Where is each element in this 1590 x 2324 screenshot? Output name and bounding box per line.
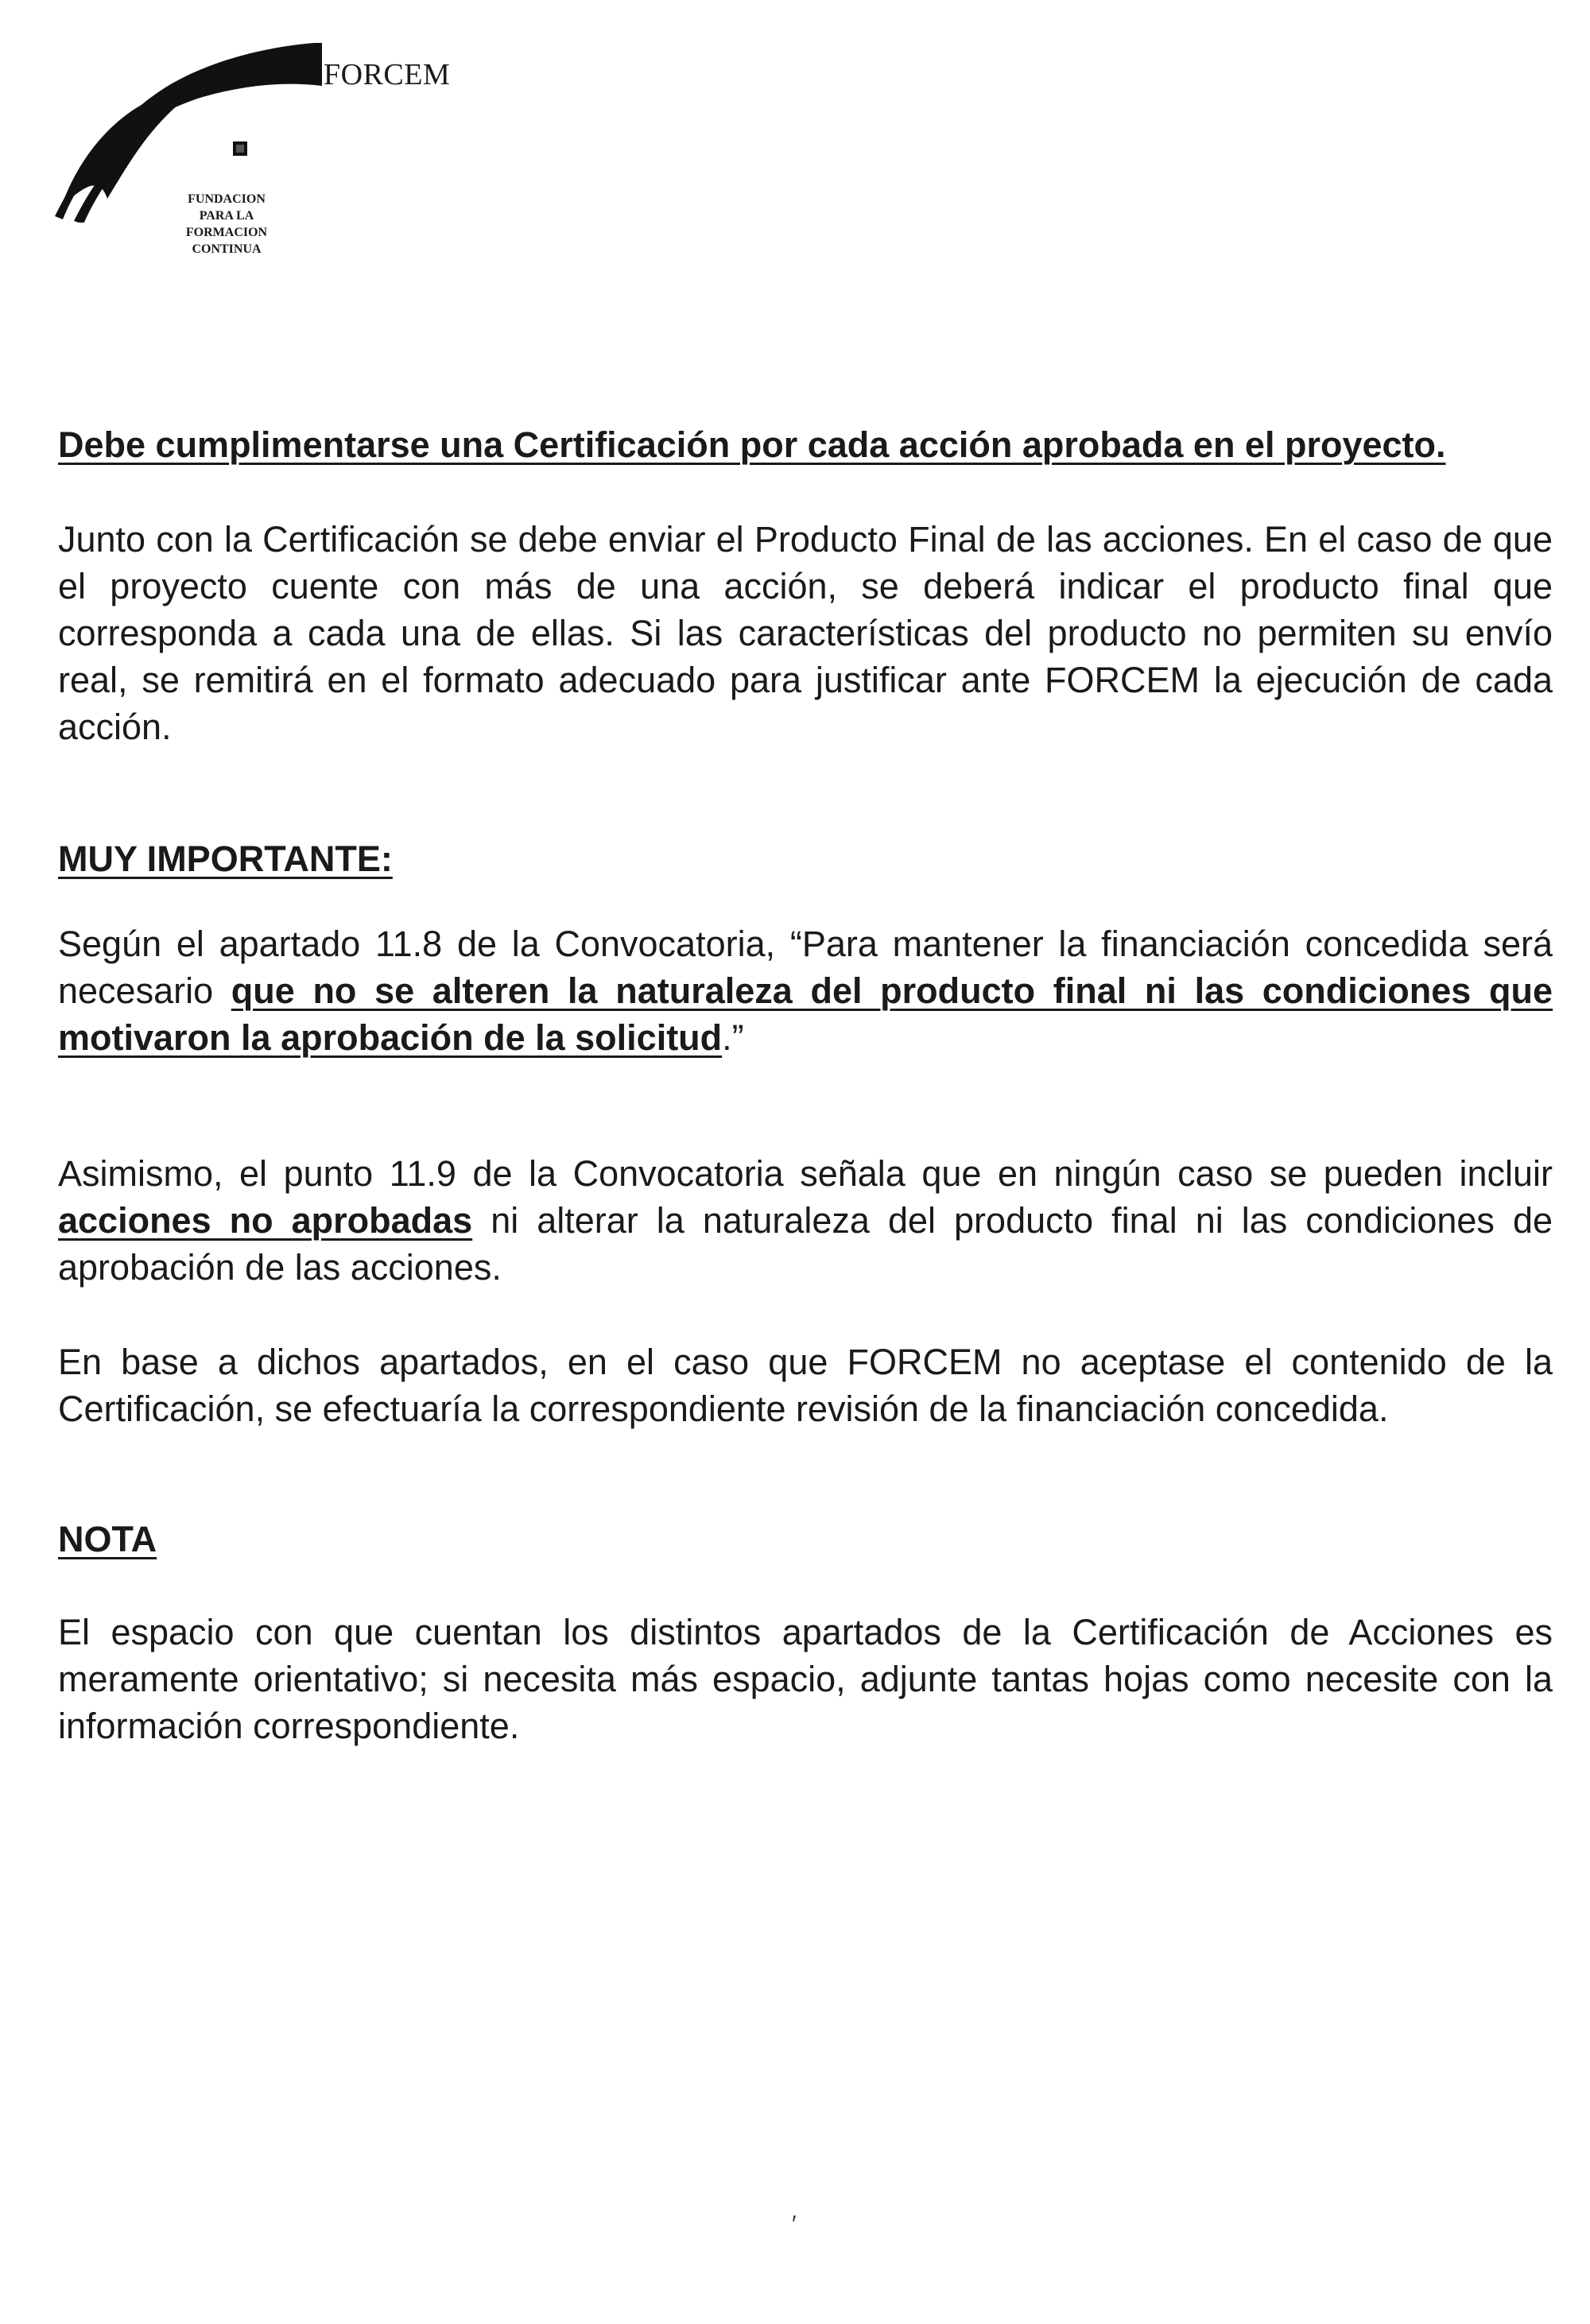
note-paragraph: El espacio con que cuentan los distintos apartados de la Certificación de Acciones es meramente orientativo; si necesita más espacio, adjunte tantas hojas como necesite con la información correspondiente.: [58, 1612, 1553, 1746]
forcem-logo: [44, 40, 489, 302]
important-p1-text: Según el apartado 11.8 de la Convocatoria, “Para mantener la financiación concedida será necesario: [58, 924, 1553, 1011]
important-p1-closing: .”: [722, 1017, 744, 1058]
footer-mark: ′: [792, 2211, 797, 2237]
logo-subtitle-line: FUNDACION: [188, 192, 266, 206]
logo-subtitle: [147, 191, 306, 258]
intro-paragraph: Junto con la Certificación se debe enviar el Producto Final de las acciones. En el caso de que el proyecto cuente con más de una acción, se deberá indicar el producto final que corresponda a cada una de ellas. Si las características del producto no permiten su envío real, se remitirá en el formato adecuado para justificar ante FORCEM la ejecución de cada acción.: [58, 519, 1553, 747]
important-p2-closing: ni alterar la naturaleza del producto final ni las condiciones de aprobación de las acciones.: [58, 1200, 1553, 1288]
important-p1-emphasis: que no se alteren la naturaleza del producto final ni las condiciones que motivaron la aprobación de la solicitud: [58, 970, 1553, 1058]
important-heading: MUY IMPORTANTE:: [58, 839, 393, 879]
important-paragraph-2: [58, 1150, 1553, 1291]
important-p2-emphasis: acciones no aprobadas: [58, 1200, 473, 1241]
logo-subtitle-line: FORMACION: [185, 226, 268, 239]
document-body: [58, 421, 1553, 1749]
important-paragraph-3: En base a dichos apartados, en el caso que FORCEM no aceptase el contenido de la Certificación, se efectuaría la correspondiente revisión de la financiación concedida.: [58, 1342, 1553, 1429]
logo-subtitle-line: CONTINUA: [192, 242, 262, 256]
note-heading: NOTA: [58, 1519, 157, 1559]
logo-subtitle-line: PARA LA: [199, 209, 254, 223]
important-p2-text: Asimismo, el punto 11.9 de la Convocatoria señala que en ningún caso se pueden incluir: [58, 1153, 1553, 1194]
intro-lead: Debe cumplimentarse una Certificación por cada acción aprobada en el proyecto.: [58, 424, 1446, 465]
logo-brand-text: FORCEM: [324, 58, 451, 91]
important-paragraph-1: [58, 920, 1553, 1061]
